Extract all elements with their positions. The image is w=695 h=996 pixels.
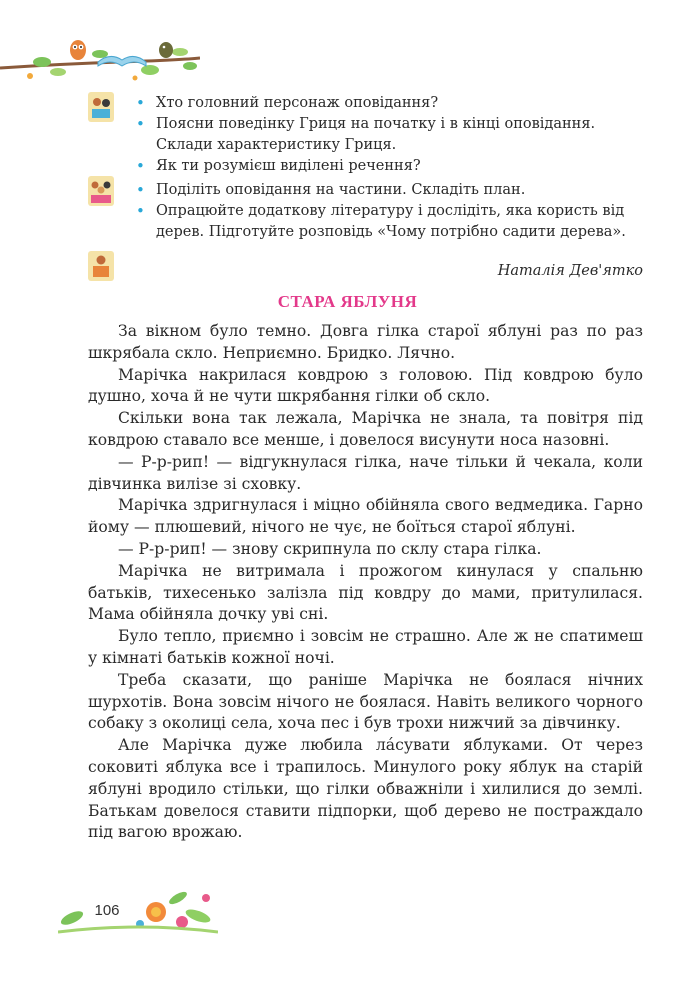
story-paragraph: За вікном було темно. Довга гілка старої яблуні раз по раз шкрябала скло. Неприємно. Бридко. Лячно.: [88, 322, 643, 362]
story-paragraph: Марічка накрилася ковдрою з головою. Під ковдрою було душно, хоча й не чути шкрябання гілки об скло.: [88, 365, 643, 406]
branch-decoration: [0, 36, 200, 86]
story-paragraph: — Р-р-рип! — знову скрипнула по склу стара гілка.: [118, 539, 542, 558]
story-paragraph: Марічка не витримала і прожогом кинулася у спальню батьків, тихесенько залізла під ковдру до мами, притулилася. Мама обійняла дочку уві сні.: [88, 561, 643, 624]
bird-icon: [159, 42, 173, 58]
story-text: [88, 321, 643, 844]
question-item: • Хто головний персонаж оповідання?: [134, 93, 644, 114]
question-item: • Поділіть оповідання на частини. Складіть план.: [134, 180, 644, 201]
story-paragraph: Але Марічка дуже любила ла́сувати яблуками. От через соковиті яблука все і трапилось. Минулого року яблук на старій яблуні вродило стільки, що гілки обважніли і хилилися до землі. Батькам довелося ставити підпорки, щоб дерево не постраждало під вагою врожаю.: [88, 736, 643, 842]
book-reader-icon: [88, 251, 114, 281]
owl-icon: [70, 40, 86, 60]
story-paragraph: Було тепло, приємно і зовсім не страшно. Але ж не спатимеш у кімнаті батьків кожної ночі.: [88, 627, 643, 667]
story-paragraph: Треба сказати, що раніше Марічка не боялася нічних шурхотів. Вона зовсім нічого не боялася. Навіть великого чорного собаку з околиці села, хоча пес і був трохи нижчий за дівчинку.: [88, 670, 643, 733]
story-author: Наталія Дев'ятко: [497, 263, 643, 279]
question-item: • Поясни поведінку Гриця на початку і в кінці оповідання. Склади характеристику Гриця.: [134, 114, 644, 156]
reading-pair-icon: [88, 92, 114, 122]
page-number: 106: [94, 902, 120, 919]
floral-decoration: [58, 878, 218, 934]
open-book-icon: [98, 56, 146, 66]
story-title: СТАРА ЯБЛУНЯ: [277, 292, 418, 311]
question-list: [134, 93, 644, 243]
question-item: • Як ти розумієш виділені речення?: [134, 156, 644, 177]
story-paragraph: — Р-р-рип! — відгукнулася гілка, наче тільки й чекала, коли дівчинка вилізе зі сховку.: [88, 452, 643, 493]
story-paragraph: Скільки вона так лежала, Марічка не знала, та повітря під ковдрою ставало все менше, і довелося висунути носа назовні.: [88, 409, 643, 449]
story-paragraph: Марічка здригнулася і міцно обійняла свого ведмедика. Гарно йому — плюшевий, нічого не чує, не боїться старої яблуні.: [88, 496, 643, 537]
group-work-icon: [88, 176, 114, 206]
question-item: • Опрацюйте додаткову літературу і дослідіть, яка користь від дерев. Підготуйте розповідь «Чому потрібно садити дерева».: [134, 201, 644, 243]
